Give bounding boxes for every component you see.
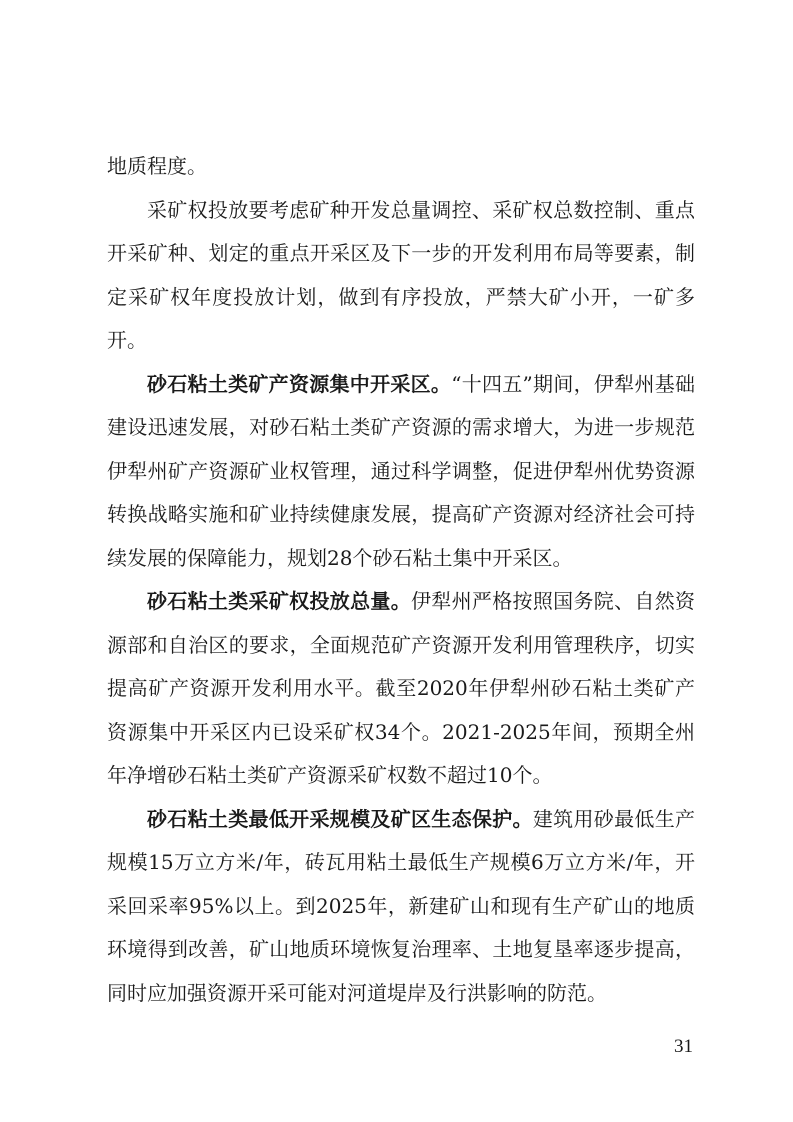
paragraph-5 <box>107 798 695 1016</box>
paragraph-5-lead: 砂石粘土类最低开采规模及矿区生态保护。 <box>147 806 533 831</box>
paragraph-3-lead: 砂石粘土类矿产资源集中开采区。 <box>147 371 452 396</box>
paragraph-4-lead: 砂石粘土类采矿权投放总量。 <box>147 589 411 613</box>
paragraph-2 <box>107 189 695 363</box>
paragraph-3-text: “十四五”期间，伊犁州基础建设迅速发展，对砂石粘土类矿产资源的需求增大，为进一步规范伊犁州矿产资源矿业权管理，通过科学调整，促进伊犁州优势资源转换战略实施和矿业持续健康发展，提高矿产资源对经济社会可持续发展的保障能力，规划28个砂石粘土集中开采区。 <box>107 371 696 570</box>
paragraph-1-text: 地质程度。 <box>107 154 207 178</box>
paragraph-3 <box>107 363 695 581</box>
paragraph-1 <box>107 145 695 189</box>
paragraph-5-text: 建筑用砂最低生产规模15万立方米/年，砖瓦用粘土最低生产规模6万立方米/年，开采回采率95%以上。到2025年，新建矿山和现有生产矿山的地质环境得到改善，矿山地质环境恢复治理率、土地复垦率逐步提高，同时应加强资源开采可能对河道堤岸及行洪影响的防范。 <box>107 806 696 1005</box>
paragraph-4-text: 伊犁州严格按照国务院、自然资源部和自治区的要求，全面规范矿产资源开发利用管理秩序，切实提高矿产资源开发利用水平。截至2020年伊犁州砂石粘土类矿产资源集中开采区内已设采矿权34个。2021-2025年间，预期全州年净增砂石粘土类矿产资源采矿权数不超过10个。 <box>107 589 695 787</box>
page-number: 31 <box>674 1036 693 1057</box>
body-text <box>107 145 695 1015</box>
paragraph-4 <box>107 580 695 798</box>
paragraph-2-text: 采矿权投放要考虑矿种开发总量调控、采矿权总数控制、重点开采矿种、划定的重点开采区及下一步的开发利用布局等要素，制定采矿权年度投放计划，做到有序投放，严禁大矿小开，一矿多开。 <box>107 197 695 352</box>
